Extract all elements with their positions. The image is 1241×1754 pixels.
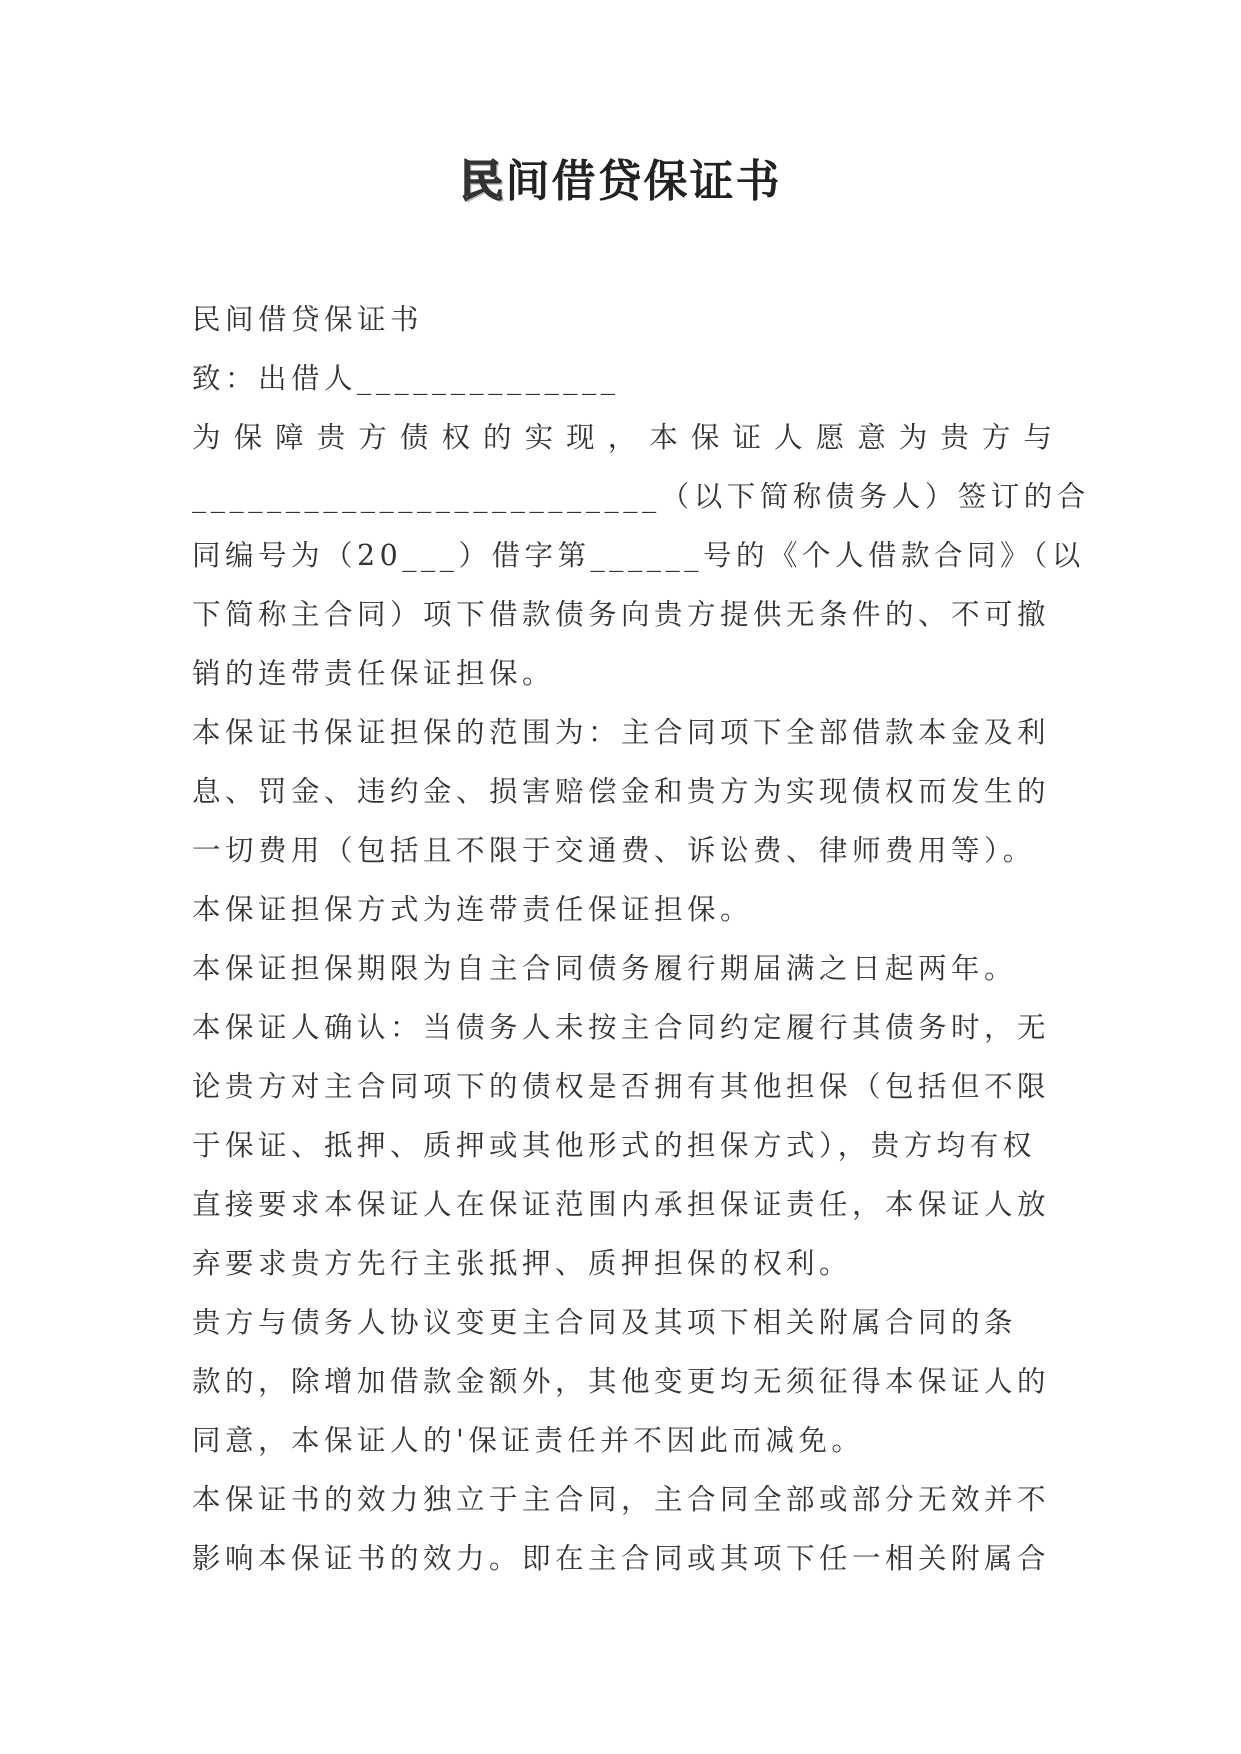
- title-text: 间借贷保证书: [505, 156, 782, 207]
- body-line: 论贵方对主合同项下的债权是否拥有其他担保（包括但不限: [192, 1070, 1051, 1103]
- body-line: _________________________（以下简称债务人）签订的合: [192, 480, 1090, 513]
- body-line: 弃要求贵方先行主张抵押、质押担保的权利。: [192, 1247, 853, 1280]
- body-line: 息、罚金、违约金、损害赔偿金和贵方为实现债权而发生的: [192, 775, 1051, 808]
- body-line: 销的连带责任保证担保。: [192, 657, 556, 690]
- body-line: 同编号为（20___）借字第______号的《个人借款合同》（以: [192, 539, 1085, 572]
- body-line: 致：出借人______________: [192, 362, 620, 395]
- body-line: 影响本保证书的效力。即在主合同或其项下任一相关附属合: [192, 1542, 1051, 1575]
- title-decorated-char: 民: [459, 156, 506, 207]
- body-line: 本保证担保方式为连带责任保证担保。: [192, 893, 754, 926]
- body-line: 本保证担保期限为自主合同债务履行期届满之日起两年。: [192, 952, 1018, 985]
- body-line: 同意，本保证人的'保证责任并不因此而减免。: [192, 1424, 865, 1457]
- body-line: 于保证、抵押、质押或其他形式的担保方式），贵方均有权: [192, 1129, 1036, 1162]
- body-line: 直接要求本保证人在保证范围内承担保证责任，本保证人放: [192, 1188, 1051, 1221]
- body-line: 一切费用（包括且不限于交通费、诉讼费、律师费用等）。: [192, 834, 1036, 867]
- document-title: [0, 150, 1241, 214]
- body-line: 民间借贷保证书: [192, 303, 424, 336]
- body-line: 贵方与债务人协议变更主合同及其项下相关附属合同的条: [192, 1306, 1018, 1339]
- document-body: [192, 290, 1090, 1588]
- body-line: 款的，除增加借款金额外，其他变更均无须征得本保证人的: [192, 1365, 1051, 1398]
- body-line: 为保障贵方债权的实现，本保证人愿意为贵方与: [192, 421, 1056, 454]
- body-line: 下简称主合同）项下借款债务向贵方提供无条件的、不可撤: [192, 598, 1051, 631]
- body-line: 本保证书保证担保的范围为：主合同项下全部借款本金及利: [192, 716, 1051, 749]
- body-line: 本保证书的效力独立于主合同，主合同全部或部分无效并不: [192, 1483, 1051, 1516]
- body-line: 本保证人确认：当债务人未按主合同约定履行其债务时，无: [192, 1011, 1051, 1044]
